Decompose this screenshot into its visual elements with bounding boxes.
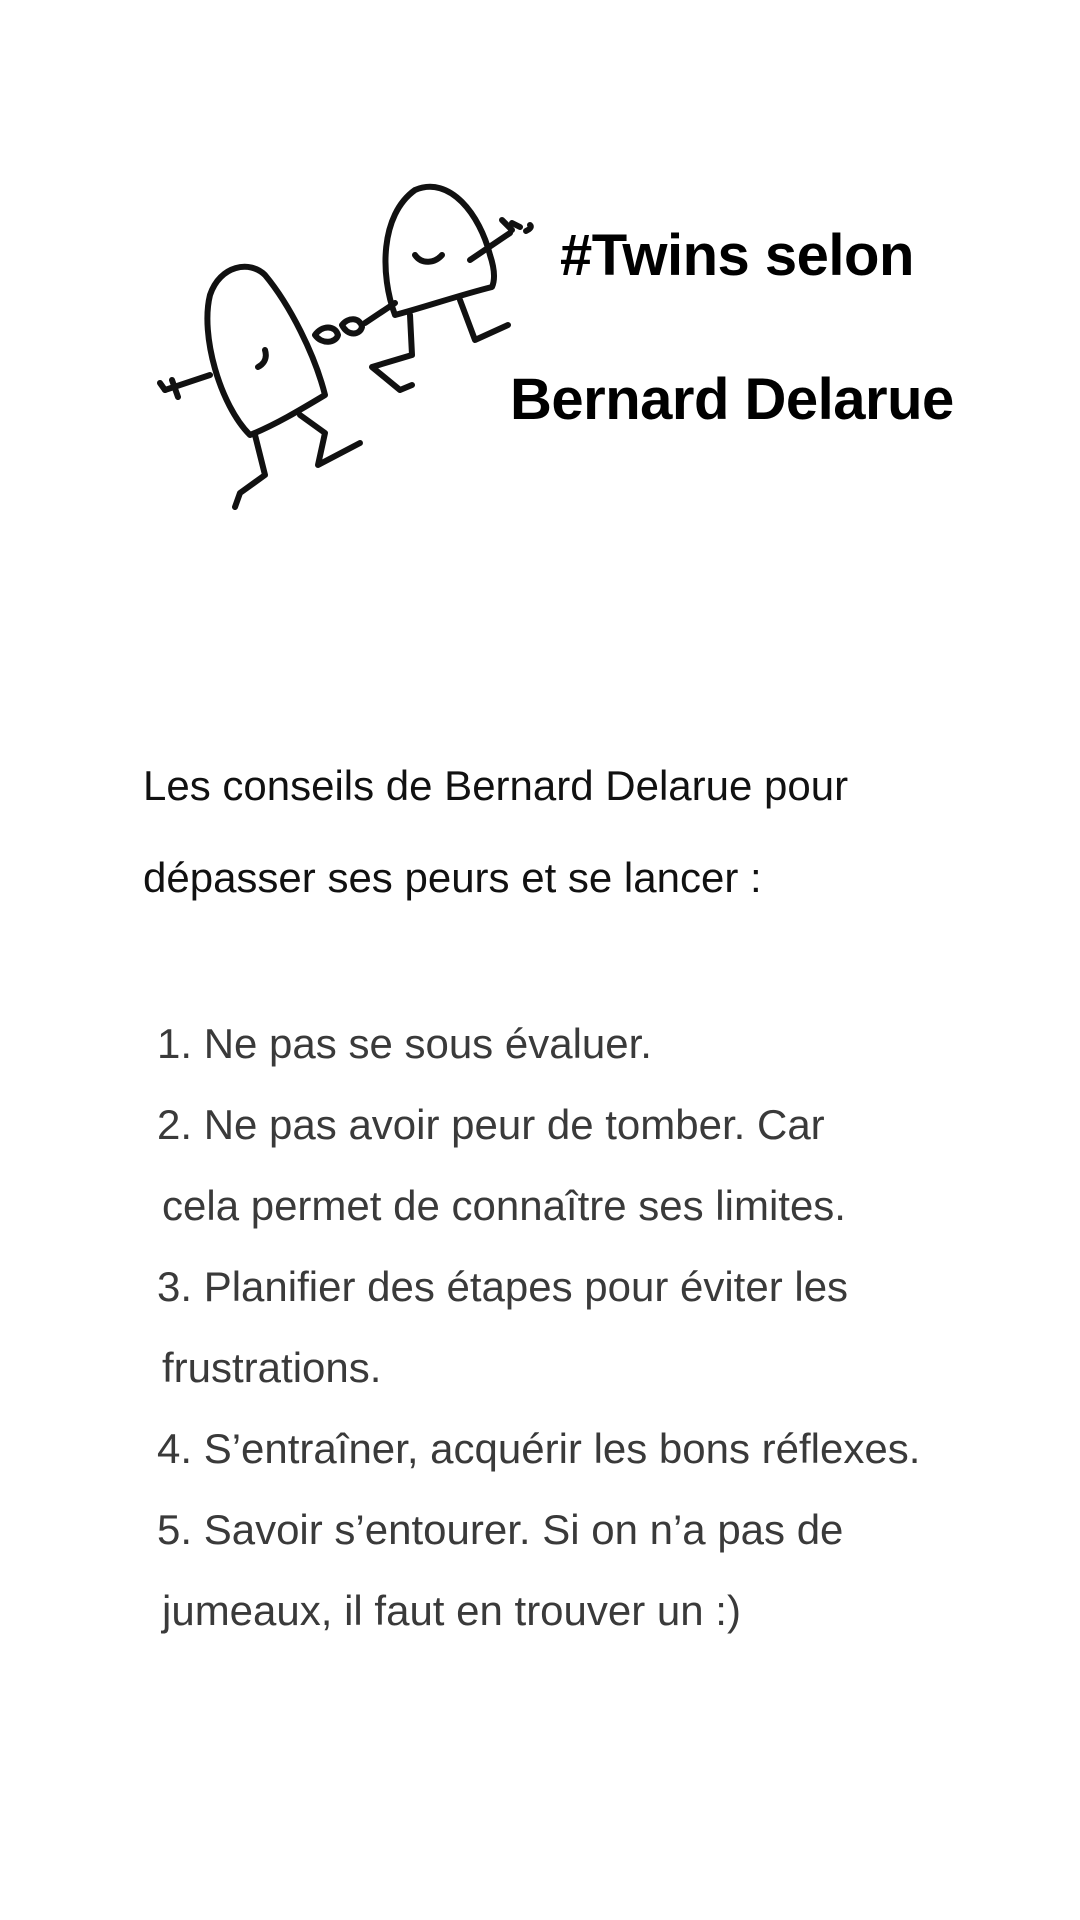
intro-line: Les conseils de Bernard Delarue pour — [143, 762, 849, 809]
title-line-2: Bernard Delarue — [510, 367, 954, 432]
tip-2-line-1: 2. Ne pas avoir peur de tomber. Car — [157, 1101, 825, 1148]
tip-4-line-1: 4. S’entraîner, acquérir les bons réflexes. — [157, 1425, 921, 1472]
intro-text — [143, 740, 963, 924]
intro-line: dépasser ses peurs et se lancer : — [143, 854, 762, 901]
tips-list — [157, 1003, 1017, 1651]
title-line-1: #Twins selon — [560, 223, 914, 288]
tip-3-line-1: 3. Planifier des étapes pour éviter les — [157, 1263, 849, 1310]
tip-1-line-1: 1. Ne pas se sous évaluer. — [157, 1020, 652, 1067]
tip-2-line-2: cela permet de connaître ses limites. — [162, 1182, 846, 1229]
tip-5-line-1: 5. Savoir s’entourer. Si on n’a pas de — [157, 1506, 844, 1553]
tip-3-line-2: frustrations. — [162, 1344, 382, 1391]
tip-5-line-2: jumeaux, il faut en trouver un :) — [162, 1587, 741, 1634]
twins-drawing-icon — [150, 175, 550, 525]
